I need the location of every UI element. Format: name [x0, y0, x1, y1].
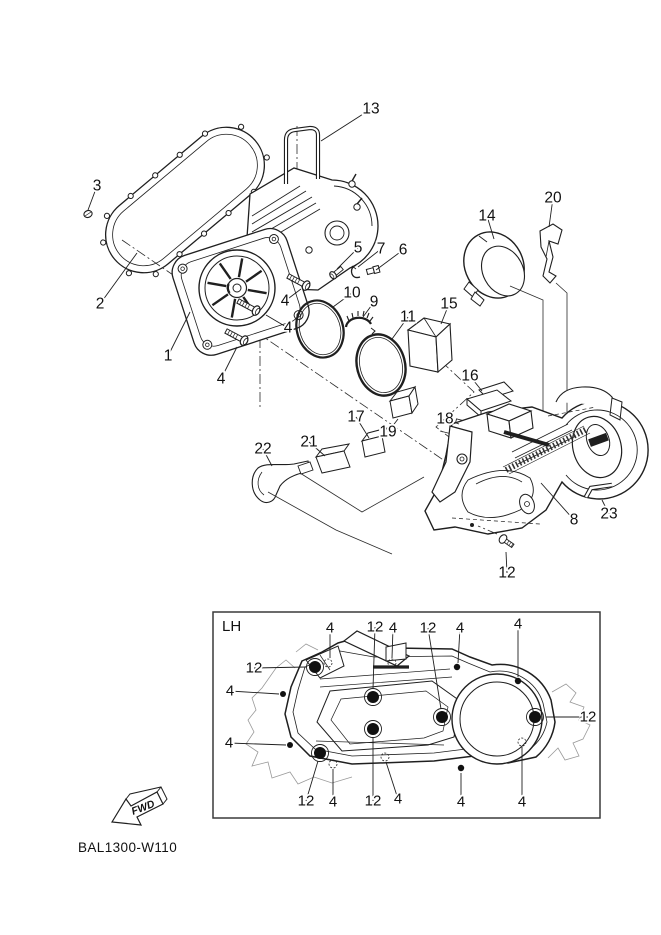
callout-part-2: 2: [95, 295, 105, 313]
callout-part-4: 4: [388, 619, 398, 637]
callout-part-18: 18: [436, 410, 454, 428]
callout-part-12: 12: [364, 792, 382, 810]
callout-part-10: 10: [343, 284, 361, 302]
lock-washer-part-9: [346, 311, 375, 334]
callout-part-4: 4: [393, 790, 403, 808]
bolt-part-3: [83, 209, 93, 218]
inset-view-label: LH: [222, 618, 242, 635]
callout-part-4: 4: [216, 370, 226, 388]
callout-part-9: 9: [369, 293, 379, 311]
collar-part-6: [366, 265, 380, 275]
pointer-lines: [268, 473, 424, 554]
callout-part-14: 14: [478, 207, 496, 225]
callout-part-13: 13: [362, 100, 380, 118]
callout-part-4: 4: [283, 319, 293, 337]
callout-part-4: 4: [513, 615, 523, 633]
callout-part-15: 15: [440, 295, 458, 313]
callout-part-3: 3: [92, 177, 102, 195]
callout-part-23: 23: [600, 505, 618, 523]
callout-part-4: 4: [280, 292, 290, 310]
bracket-part-20: [540, 224, 562, 283]
callout-part-1: 1: [163, 347, 173, 365]
callout-part-8: 8: [569, 511, 579, 529]
callout-part-5: 5: [353, 239, 363, 257]
fwd-arrow: [112, 787, 167, 825]
callout-part-4: 4: [517, 793, 527, 811]
callout-part-4: 4: [455, 619, 465, 637]
damper-part-15: [408, 318, 452, 372]
damper-part-21: [316, 444, 350, 473]
callout-part-16: 16: [461, 367, 479, 385]
callout-part-12: 12: [579, 708, 597, 726]
callout-part-4: 4: [328, 793, 338, 811]
callout-part-17: 17: [347, 408, 365, 426]
callout-part-21: 21: [300, 433, 318, 451]
callout-part-12: 12: [366, 618, 384, 636]
callout-part-4: 4: [224, 734, 234, 752]
callout-part-6: 6: [398, 241, 408, 259]
callout-part-22: 22: [254, 440, 272, 458]
callout-part-4: 4: [225, 682, 235, 700]
callout-part-12: 12: [245, 659, 263, 677]
part-code-label: BAL1300-W110: [78, 840, 178, 855]
callout-part-19: 19: [379, 423, 397, 441]
callout-part-12: 12: [297, 792, 315, 810]
fwd-label: FWD: [129, 798, 157, 818]
callout-part-12: 12: [498, 564, 516, 582]
callout-part-11: 11: [399, 308, 417, 326]
duct-part-22: [252, 461, 313, 502]
seal-cap-part-14: [452, 221, 535, 308]
callout-part-12: 12: [419, 619, 437, 637]
callout-part-20: 20: [544, 189, 562, 207]
callout-part-4: 4: [325, 619, 335, 637]
callout-leader-line: [100, 253, 137, 304]
inset-box: [213, 612, 600, 818]
callout-part-4: 4: [456, 793, 466, 811]
callout-part-7: 7: [376, 240, 386, 258]
